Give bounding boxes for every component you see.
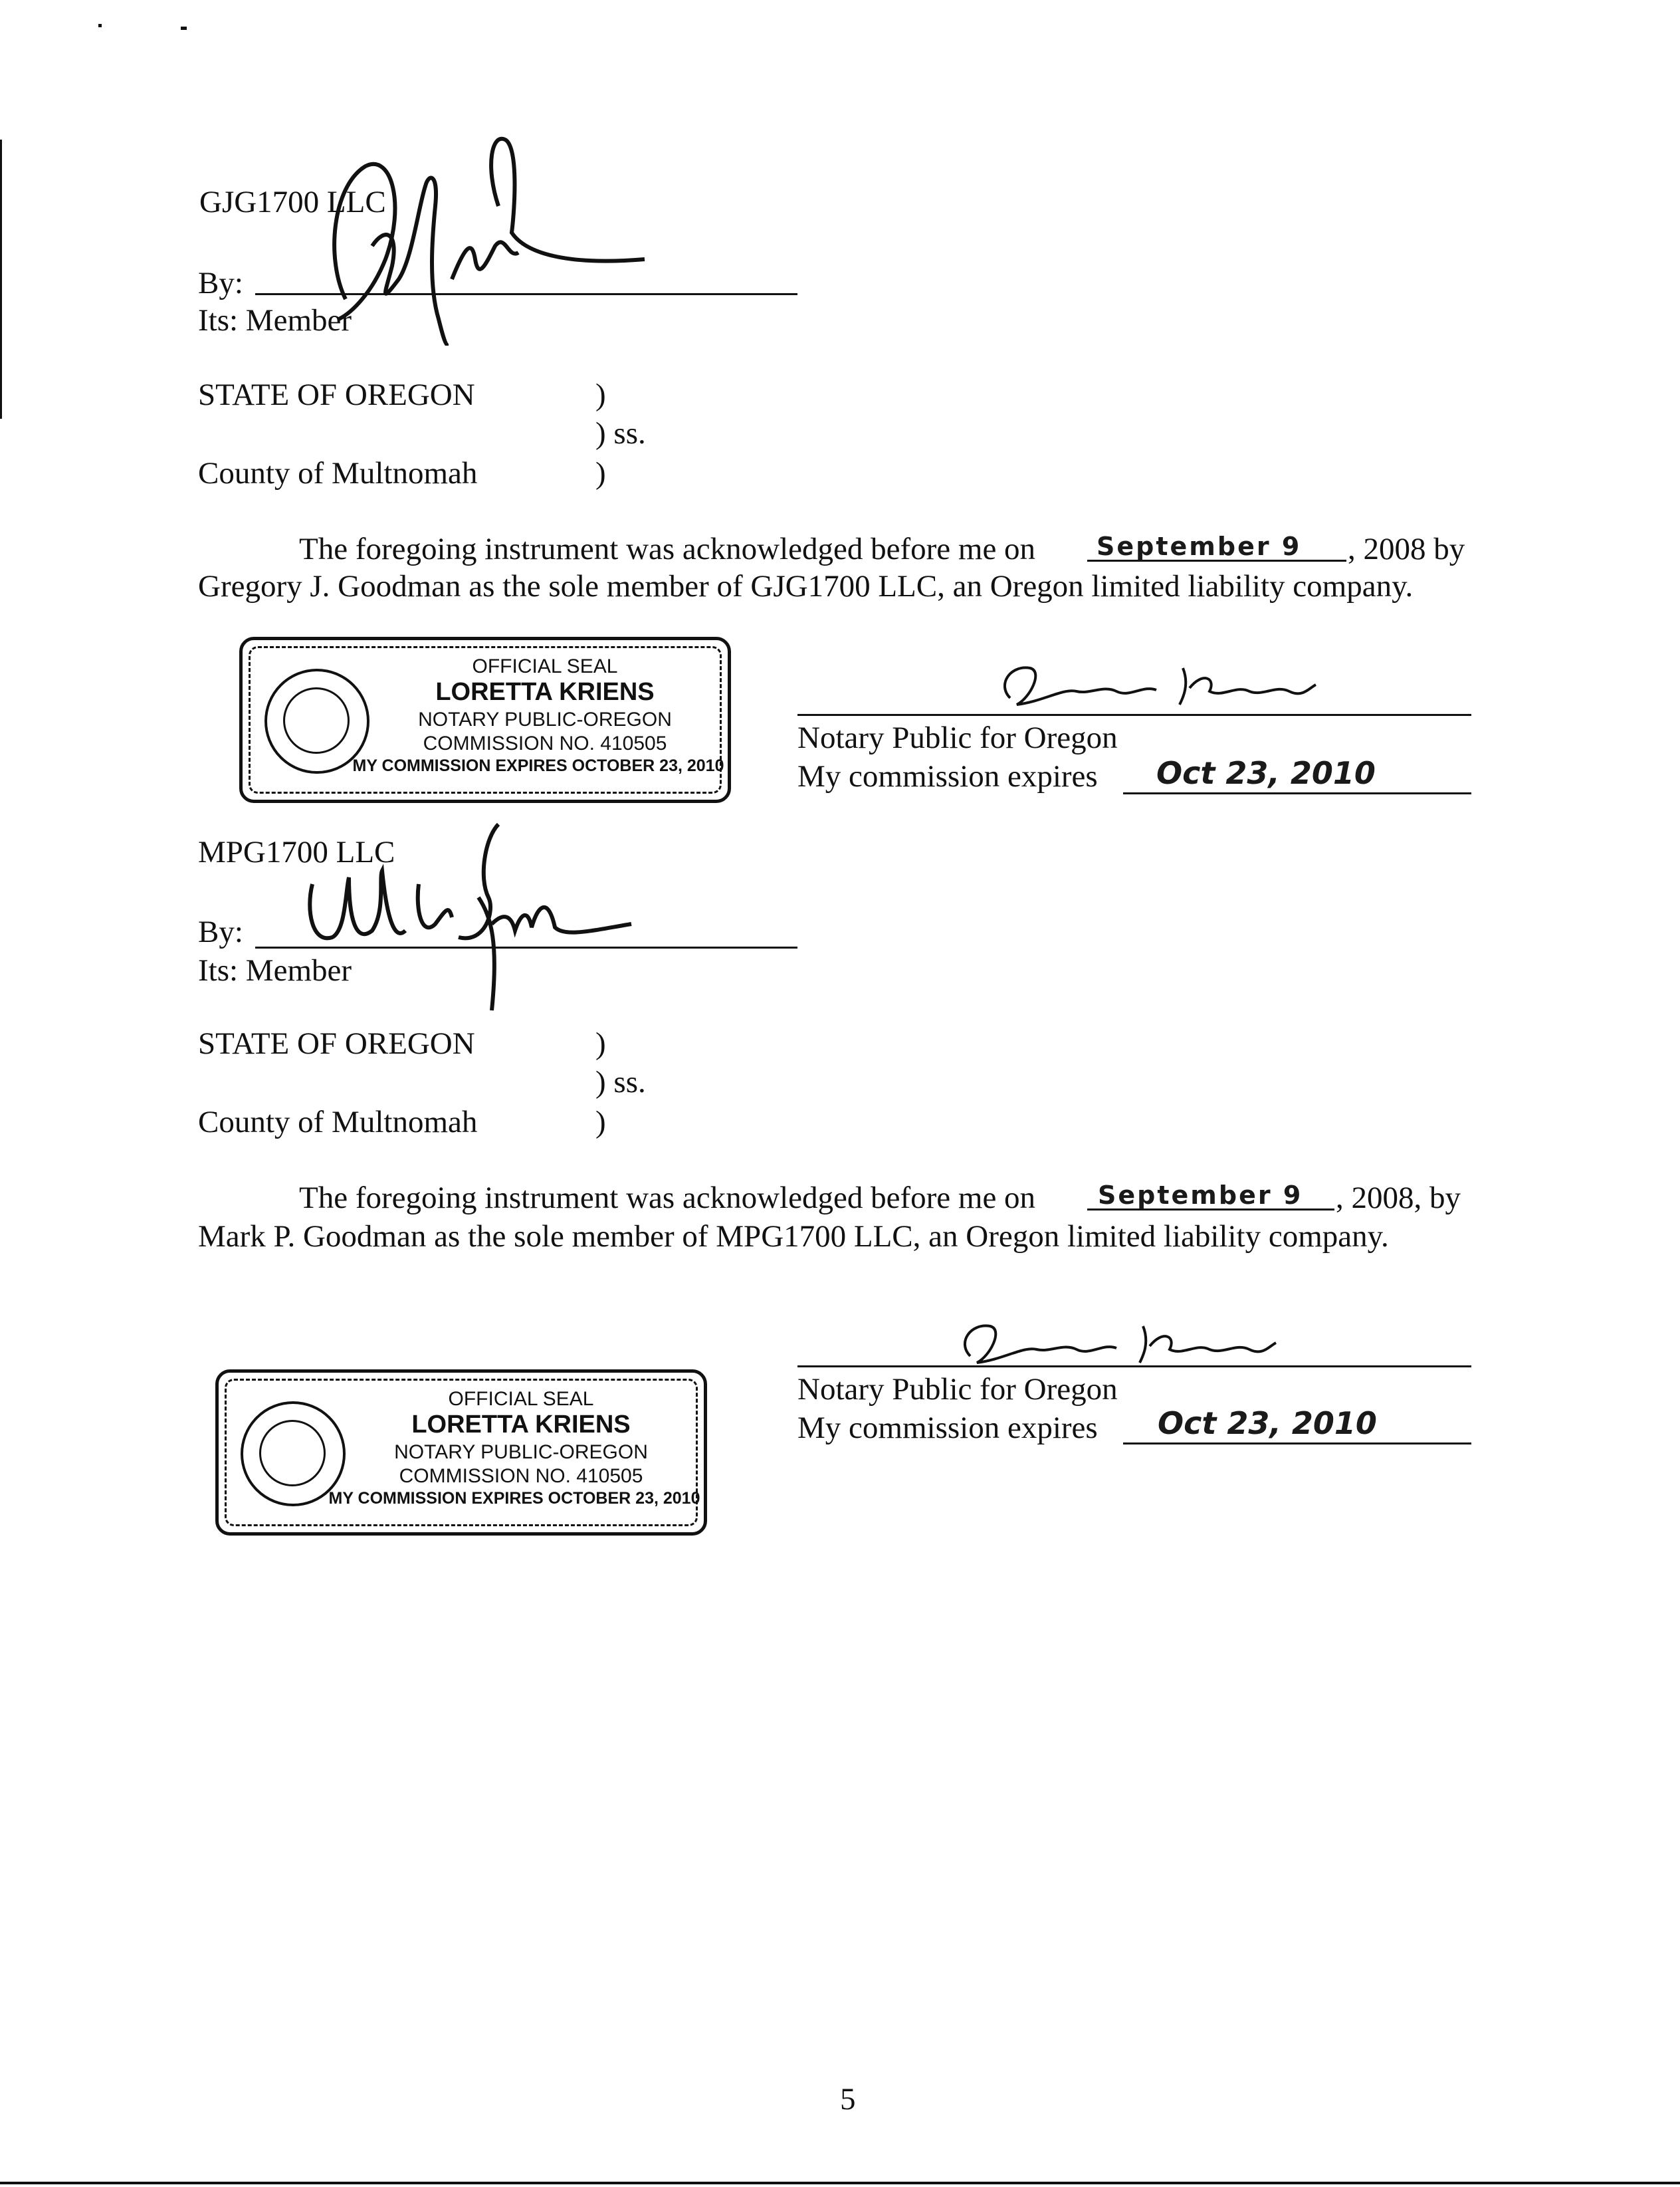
acknowledgment-year: , 2008 by [1348, 532, 1465, 566]
commission-label: My commission expires [797, 1411, 1098, 1445]
scan-left-edge [0, 140, 2, 419]
seal-commission-no: COMMISSION NO. 410505 [399, 1465, 643, 1487]
signature-loretta-kriens [990, 658, 1322, 711]
seal-notary-name: LORETTA KRIENS [411, 1411, 631, 1439]
acknowledgment-date-handwritten: September 9 [1098, 1181, 1303, 1210]
seal-notary-name: LORETTA KRIENS [435, 678, 655, 706]
state-label: STATE OF OREGON [198, 1026, 475, 1061]
acknowledgment-text: The foregoing instrument was acknowledged before me on [299, 1181, 1036, 1215]
page-number: 5 [840, 2082, 856, 2117]
acknowledgment-year: , 2008, by [1336, 1181, 1461, 1215]
notary-signature-line [797, 714, 1471, 716]
commission-date-handwritten: Oct 23, 2010 [1158, 1405, 1377, 1441]
signature-gregory-goodman [286, 126, 658, 346]
by-label: By: [198, 266, 243, 300]
paren-open: ) [595, 378, 606, 412]
notary-seal [215, 1369, 707, 1536]
seal-official: OFFICIAL SEAL [472, 655, 618, 677]
acknowledgment-date-handwritten: September 9 [1097, 532, 1302, 561]
commission-date-handwritten: Oct 23, 2010 [1156, 755, 1376, 791]
its-label: Its: Member [198, 953, 352, 988]
commission-date-line [1123, 792, 1471, 794]
county-label: County of Multnomah [198, 456, 478, 491]
by-label: By: [198, 915, 243, 949]
seal-expiration: MY COMMISSION EXPIRES OCTOBER 23, 2010 [328, 1489, 700, 1508]
seal-expiration: MY COMMISSION EXPIRES OCTOBER 23, 2010 [352, 756, 724, 775]
scan-mark [181, 27, 187, 30]
commission-date-line [1123, 1442, 1471, 1444]
paren-close: ) [595, 456, 606, 491]
seal-commission-no: COMMISSION NO. 410505 [423, 733, 667, 754]
paren-open: ) [595, 1026, 606, 1061]
acknowledgment-text-line2: Gregory J. Goodman as the sole member of GJG1700 LLC, an Oregon limited liability company. [198, 569, 1414, 604]
scan-bottom-edge [0, 2182, 1680, 2184]
notary-title: Notary Public for Oregon [797, 1372, 1118, 1407]
company-name: GJG1700 LLC [199, 185, 386, 219]
its-label: Its: Member [198, 303, 352, 338]
acknowledgment-text-line2: Mark P. Goodman as the sole member of MPG1700 LLC, an Oregon limited liability company. [198, 1219, 1389, 1254]
notary-seal [239, 637, 731, 803]
state-label: STATE OF OREGON [198, 378, 475, 412]
commission-label: My commission expires [797, 759, 1098, 794]
seal-title: NOTARY PUBLIC-OREGON [418, 709, 672, 731]
seal-title: NOTARY PUBLIC-OREGON [394, 1441, 648, 1463]
ss-label: ) ss. [595, 1065, 646, 1099]
signature-mark-goodman [292, 811, 638, 1024]
paren-close: ) [595, 1105, 606, 1139]
company-name: MPG1700 LLC [198, 835, 395, 869]
acknowledgment-text: The foregoing instrument was acknowledged before me on [299, 532, 1036, 566]
notary-signature-line [797, 1365, 1471, 1367]
seal-official: OFFICIAL SEAL [448, 1388, 594, 1410]
scan-mark [98, 24, 102, 27]
signature-loretta-kriens [950, 1316, 1283, 1369]
ss-label: ) ss. [595, 416, 646, 451]
notary-title: Notary Public for Oregon [797, 721, 1118, 755]
county-label: County of Multnomah [198, 1105, 478, 1139]
